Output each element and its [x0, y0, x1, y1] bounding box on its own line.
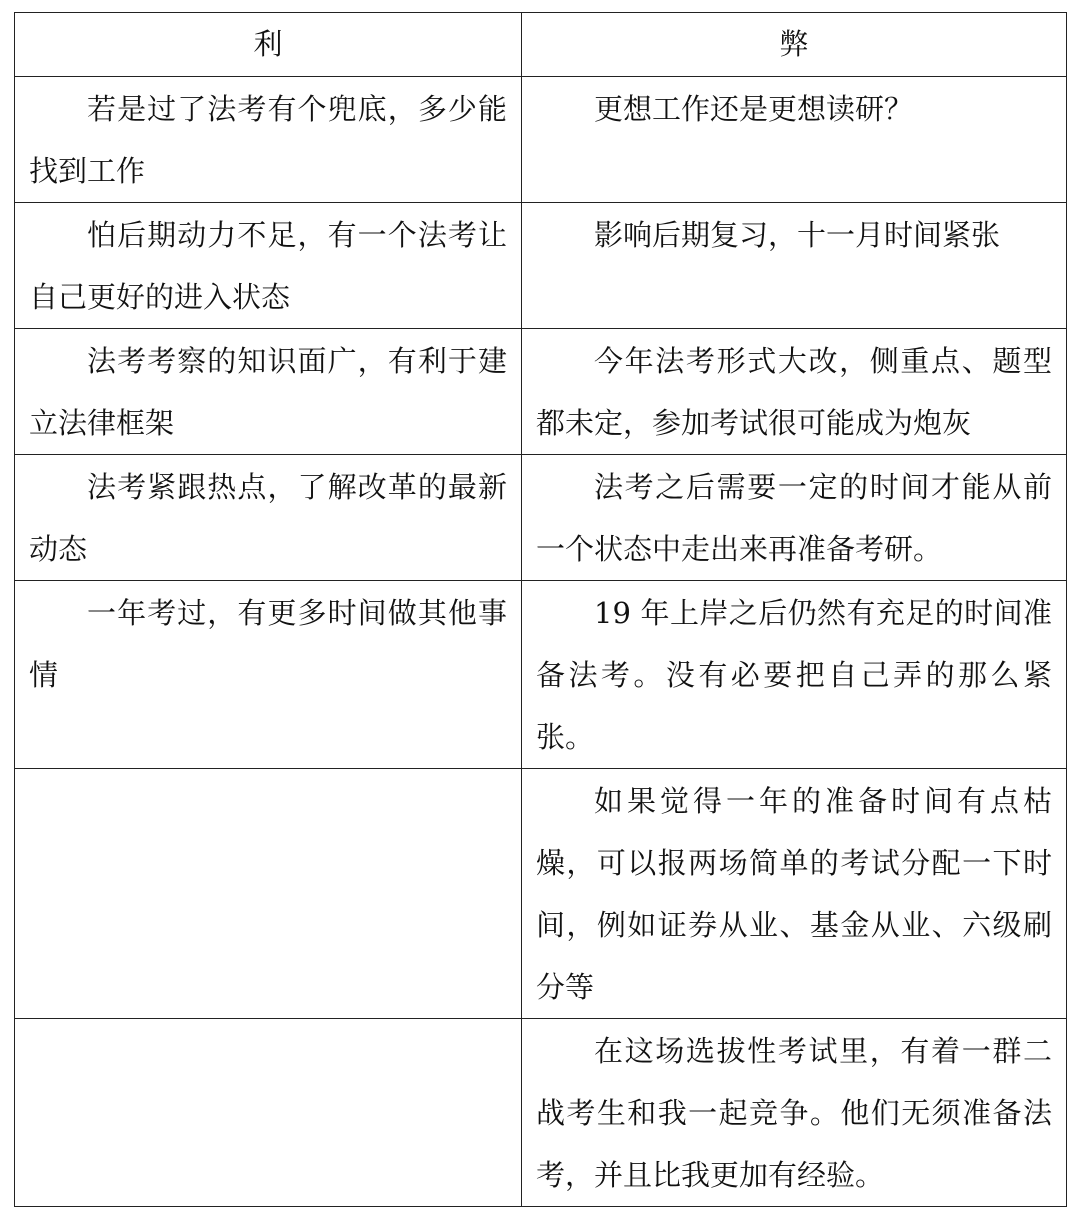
pro-cell: 一年考过，有更多时间做其他事情 — [15, 581, 522, 769]
table-row — [15, 455, 1067, 581]
con-cell: 法考之后需要一定的时间才能从前一个状态中走出来再准备考研。 — [522, 455, 1067, 581]
table-row — [15, 203, 1067, 329]
con-cell: 今年法考形式大改，侧重点、题型都未定，参加考试很可能成为炮灰 — [522, 329, 1067, 455]
pros-cons-table-container — [14, 12, 1066, 1207]
header-cons: 弊 — [522, 13, 1067, 77]
pros-cons-table — [14, 12, 1067, 1207]
con-cell: 19 年上岸之后仍然有充足的时间准备法考。没有必要把自己弄的那么紧张。 — [522, 581, 1067, 769]
pro-cell: 法考紧跟热点，了解改革的最新动态 — [15, 455, 522, 581]
table-row — [15, 329, 1067, 455]
pro-cell: 若是过了法考有个兜底，多少能找到工作 — [15, 77, 522, 203]
table-row — [15, 1019, 1067, 1207]
table-row — [15, 581, 1067, 769]
con-cell: 更想工作还是更想读研？ — [522, 77, 1067, 203]
header-row — [15, 13, 1067, 77]
header-pros: 利 — [15, 13, 522, 77]
pro-cell: 法考考察的知识面广，有利于建立法律框架 — [15, 329, 522, 455]
table-row — [15, 77, 1067, 203]
pro-cell-empty — [15, 769, 522, 1019]
con-cell: 在这场选拔性考试里，有着一群二战考生和我一起竞争。他们无须准备法考，并且比我更加有经验。 — [522, 1019, 1067, 1207]
table-row — [15, 769, 1067, 1019]
pro-cell-empty — [15, 1019, 522, 1207]
con-cell: 影响后期复习，十一月时间紧张 — [522, 203, 1067, 329]
con-cell: 如果觉得一年的准备时间有点枯燥，可以报两场简单的考试分配一下时间，例如证券从业、基金从业、六级刷分等 — [522, 769, 1067, 1019]
pro-cell: 怕后期动力不足，有一个法考让自己更好的进入状态 — [15, 203, 522, 329]
